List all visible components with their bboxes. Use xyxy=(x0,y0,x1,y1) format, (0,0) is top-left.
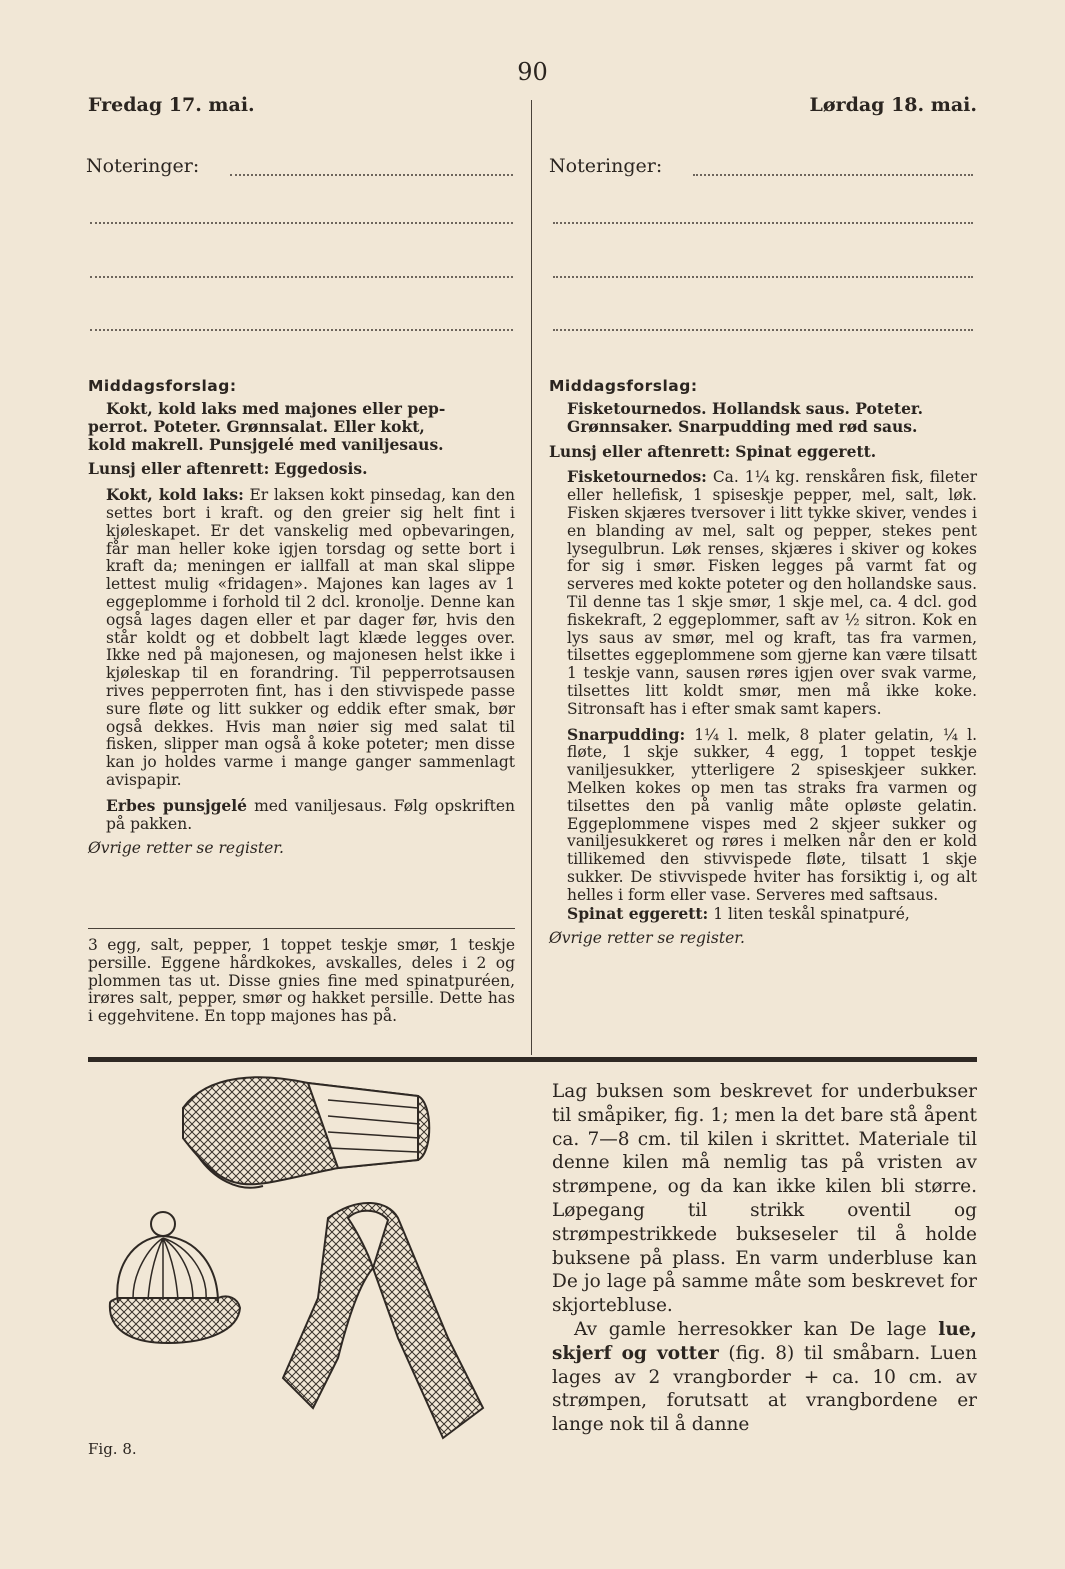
left-notes-label: Noteringer: xyxy=(86,155,200,177)
hat-drawing xyxy=(110,1212,240,1343)
left-day-heading: Fredag 17. mai. xyxy=(88,94,255,116)
right-notes-line xyxy=(553,329,973,331)
paragraph-2-start: Av gamle herresokker kan De lage xyxy=(574,1318,927,1340)
right-menu-line: Grønnsaker. Snarpudding med rød saus. xyxy=(567,416,918,436)
left-notes-line xyxy=(230,174,513,176)
bottom-article-text xyxy=(552,1080,977,1437)
left-lunch-value: Eggedosis. xyxy=(274,459,368,479)
right-recipe3-text: 1 liten teskål spinatpuré, xyxy=(713,904,910,923)
left-menu-line: perrot. Poteter. Grønnsalat. Eller kokt, xyxy=(88,416,425,436)
left-recipe1-title: Kokt, kold laks: xyxy=(106,485,244,505)
right-notes-line xyxy=(553,222,973,224)
left-notes-line xyxy=(90,222,513,224)
paragraph-2-bold: lue, skjerf og votter xyxy=(552,1318,977,1364)
left-column-body xyxy=(88,400,515,858)
figure-label: Fig. 8. xyxy=(88,1440,137,1458)
left-recipe2-text: med vaniljesaus. Følg opskriften på pakken. xyxy=(106,796,516,833)
right-section-label: Middagsforslag: xyxy=(549,377,698,395)
right-day-heading: Lørdag 18. mai. xyxy=(809,94,977,116)
right-other-dishes: Øvrige retter se register. xyxy=(549,929,745,948)
left-recipe2-title: Erbes punsjgelé xyxy=(106,795,248,815)
right-recipe2-text: 1¼ l. melk, 8 plater gelatin, ¼ l. fløte, 1 skje sukker, 4 egg, 1 toppet teskje vaniljesukker, ytterligere 2 spiseskjeer sukker. Melken kokes op men tas straks fra varmen og tilsettes den på vanlig måte opløste gelatin. Eggeplommene vispes med 2 skjeer sukker og vaniljesukkeret og røres i melken når den er kold tillikemed den stivvispede fløte, tilsatt 1 skje sukker. De stivvispede hviter has forsiktig i, og alt helles i form eller vase. Serveres med saftsaus. xyxy=(567,725,977,904)
scarf-drawing xyxy=(283,1203,483,1438)
right-recipe2-title: Snarpudding: xyxy=(567,724,686,744)
left-section-label: Middagsforslag: xyxy=(88,377,237,395)
right-notes-label: Noteringer: xyxy=(549,155,663,177)
right-column-body xyxy=(549,400,977,948)
egg-recipe-text: 3 egg, salt, pepper, 1 toppet teskje smør, 1 teskje persille. Eggene hårdkokes, avskalles, deles i 2 og plommen tas ut. Disse gnies fine med spinatpuréen, irøres salt, pepper, smør og hakket persille. Dette has i eggehvitene. En topp majones has på. xyxy=(88,936,515,1026)
mitten-drawing xyxy=(183,1077,429,1187)
page-number: 90 xyxy=(517,58,548,86)
paragraph-2-end: (fig. 8) til småbarn. Luen lages av 2 vrangborder + ca. 10 cm. av strømpen, forutsatt at vrangbordene er lange nok til å danne xyxy=(552,1342,977,1436)
section-rule xyxy=(88,1057,977,1062)
bottom-paragraph-2 xyxy=(552,1318,977,1437)
right-recipe1-text: Ca. 1¼ kg. renskåren fisk, fileter eller hellefisk, 1 spiseskje pepper, mel, salt, løk. Fisken skjæres tversover i litt tykke skiver, vendes i en blanding av mel, salt og pepper, stekes pent lysegulbrun. Løk renses, skjæres i skiver og kokes for sig i smør. Fisken legges på varmt fat og serveres med kokte poteter og den hollandske saus. Til denne tas 1 skje smør, 1 skje mel, ca. 4 dcl. god fiskekraft, 2 eggeplommer, saft av ½ sitron. Kok en lys saus av smør, mel og kraft, tas fra varmen, tilsettes eggeplommene som gjerne kan være tilsatt 1 teskje vann, sausen røres igjen over svak varme, tilsettes litt koldt smør, men må ikke koke. Sitronsaft has i efter smak samt kapers. xyxy=(567,468,977,718)
right-lunch-label: Lunsj eller aftenrett: xyxy=(549,441,731,461)
right-recipe3-title: Spinat eggerett: xyxy=(567,903,709,923)
right-notes-line xyxy=(553,276,973,278)
left-other-dishes: Øvrige retter se register. xyxy=(88,839,284,858)
left-menu-line: kold makrell. Punsjgelé med vaniljesaus. xyxy=(88,434,444,454)
figure-8-illustration xyxy=(88,1068,528,1458)
column-divider xyxy=(531,100,532,1055)
right-lunch-value: Spinat eggerett. xyxy=(735,441,877,461)
left-separator xyxy=(88,928,515,929)
bottom-paragraph-1: Lag buksen som beskrevet for underbukser til småpiker, fig. 1; men la det bare stå åpent ca. 7—8 cm. til kilen i skrittet. Materiale til denne kilen må nemlig tas på vristen av strømpene, og da kan ikke kilen bli større. Løpegang til strikk oventil og strømpestrikkede bukseseler til å holde buksene på plass. En varm underbluse kan De jo lage på samme måte som beskrevet for skjortebluse. xyxy=(552,1081,977,1317)
left-egg-recipe xyxy=(88,937,515,1026)
left-notes-line xyxy=(90,329,513,331)
left-lunch-label: Lunsj eller aftenrett: xyxy=(88,459,270,479)
left-recipe1-text: Er laksen kokt pinsedag, kan den settes bort i kraft. og den greier sig helt fint i kjøleskapet. Er det vanskelig med opbevaringen, får man heller koke igjen torsdag og sette bort i kraft da; meningen er iallfall at man skal slippe lettest mulig «fridagen». Majones kan lages av 1 eggeplomme i forhold til 2 dcl. kronolje. Denne kan også lages dagen eller et par dager før, hvis den står koldt og et dobbelt lagt klæde legges over. Ikke ned på majonesen, og majonesen helst ikke i kjøleskap til en forandring. Til pepperrotsausen rives pepperroten fint, has i den stivvispede passe sure fløte og litt sukker og eddik efter smak, bør også dekkes. Hvis man nøier sig med salat til fisken, slipper man også å koke poteter; men disse kan jo holdes varme i mange ganger sammenlagt avispapir. xyxy=(106,486,516,789)
right-recipe1-title: Fisketournedos: xyxy=(567,467,707,487)
left-notes-line xyxy=(90,276,513,278)
left-menu-line: Kokt, kold laks med majones eller pep- xyxy=(106,399,446,418)
right-menu-line: Fisketournedos. Hollandsk saus. Poteter. xyxy=(567,399,924,418)
right-notes-line xyxy=(693,174,973,176)
